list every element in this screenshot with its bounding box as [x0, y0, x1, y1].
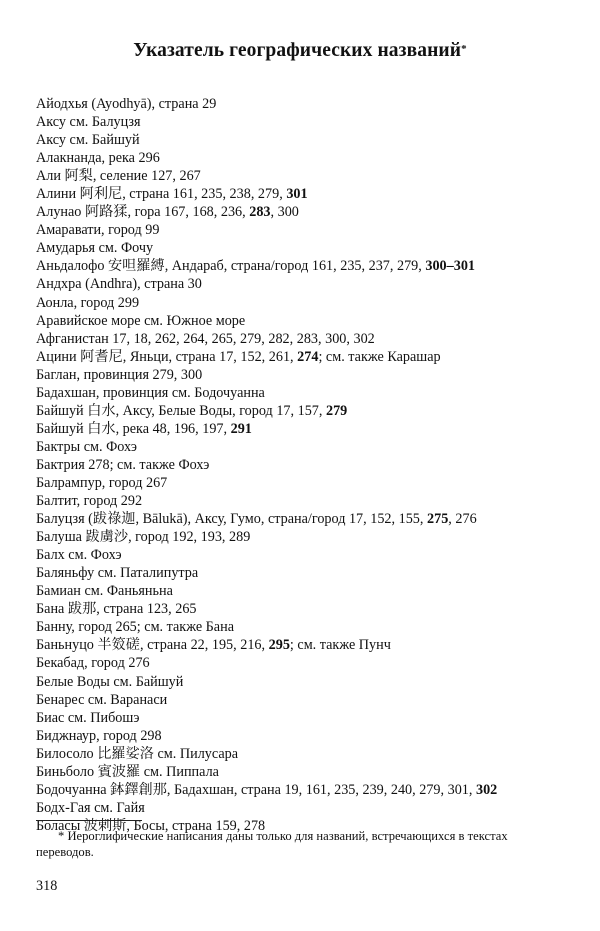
index-entry — [36, 492, 576, 510]
index-entry-bold-page: 279 — [325, 402, 348, 419]
index-entry-bold-page: 302 — [475, 781, 498, 798]
index-entry-text: Биас см. Пибошэ — [36, 709, 140, 726]
index-entry-bold-page: 291 — [230, 420, 252, 437]
index-entry-text: Боласы 波剌斯, Босы, страна 159, 278 — [36, 817, 266, 834]
index-entry — [36, 745, 576, 763]
index-entry-text: Биньболо 賓波羅 см. Пиппала — [36, 763, 219, 780]
index-entry-text: Аравийское море см. Южное море — [36, 312, 246, 329]
index-entry-bold-page: 283 — [249, 204, 271, 221]
footnote-divider — [36, 820, 142, 821]
index-entry-text: Балуша 跋虜沙, город 192, 193, 289 — [36, 529, 251, 546]
index-entry-text: Аньдалофо 安呾羅縛, Андараб, страна/город 161, 235, 237, 279, — [36, 258, 426, 275]
index-entry-text: Амаравати, город 99 — [36, 222, 160, 239]
index-entry-text: Алакнанда, река 296 — [36, 150, 160, 167]
index-entry — [36, 799, 576, 817]
index-entry-text: Бодх-Гая см. Гайя — [36, 799, 145, 816]
index-entry — [36, 456, 576, 474]
index-entry-text: ; см. также Карашар — [318, 348, 441, 365]
index-entry-text: Балх см. Фохэ — [36, 547, 122, 564]
index-entry — [36, 167, 576, 185]
index-entry — [36, 510, 576, 528]
index-entry-text: Баньнуцо 半笯磋, страна 22, 195, 216, — [36, 637, 269, 654]
index-entry — [36, 691, 576, 709]
index-entry — [36, 95, 576, 113]
index-entry-text: Айодхья (Ayodhyā), страна 29 — [36, 96, 217, 112]
index-entry — [36, 438, 576, 456]
index-entry — [36, 294, 576, 312]
index-entry-text: Билосоло 比羅娑洛 см. Пилусара — [36, 745, 239, 762]
index-entry — [36, 564, 576, 582]
index-entry — [36, 185, 576, 203]
index-entry — [36, 420, 576, 438]
index-entry-text: Бамиан см. Фаньяньна — [36, 583, 173, 600]
index-entry — [36, 348, 576, 366]
index-entry-text: Афганистан 17, 18, 262, 264, 265, 279, 282, 283, 300, 302 — [36, 330, 375, 347]
index-entry-text: Баляньфу см. Паталипутра — [36, 565, 199, 582]
index-entry-text: Али 阿梨, селение 127, 267 — [36, 168, 201, 185]
index-entry — [36, 131, 576, 149]
index-entry-text: Бекабад, город 276 — [36, 655, 150, 672]
footnote-text: * Иероглифические написания даны только для названий, встречающихся в текстах переводов. — [36, 829, 508, 859]
index-entry-text: Алини 阿利尼, страна 161, 235, 238, 279, — [36, 186, 287, 203]
index-entry — [36, 366, 576, 384]
index-entry — [36, 546, 576, 564]
index-entry-text: Байшуй 白水, Аксу, Белые Воды, город 17, 157, — [36, 402, 326, 419]
page-title — [0, 40, 600, 62]
index-entries-list — [36, 95, 576, 835]
index-entry-text: ; см. также Пунч — [289, 637, 391, 654]
index-entry-bold-page: 295 — [268, 637, 290, 654]
index-entry — [36, 654, 576, 672]
index-entry — [36, 402, 576, 420]
index-entry-text: Биджнаур, город 298 — [36, 727, 162, 744]
page-title-text: Указатель географических названий — [133, 40, 462, 62]
index-entry — [36, 618, 576, 636]
index-entry-text: Белые Воды см. Байшуй — [36, 673, 184, 690]
index-entry-text: Аонла, город 299 — [36, 294, 140, 311]
index-entry-text: Ацини 阿耆尼, Яньци, страна 17, 152, 261, — [36, 348, 298, 365]
index-entry — [36, 528, 576, 546]
index-entry-text: Бактры см. Фохэ — [36, 438, 138, 455]
index-entry-text: Алунао 阿路猱, гора 167, 168, 236, — [36, 204, 250, 221]
index-entry — [36, 474, 576, 492]
index-entry-text: Бана 跋那, страна 123, 265 — [36, 601, 197, 618]
index-entry — [36, 384, 576, 402]
index-entry — [36, 709, 576, 727]
index-entry-text: Андхра (Andhra), страна 30 — [36, 276, 202, 293]
index-entry — [36, 330, 576, 348]
index-entry-text: , 300 — [270, 204, 299, 221]
index-entry-text: Бодочуанна 鉢鐸創那, Бадахшан, страна 19, 161, 235, 239, 240, 279, 301, — [36, 781, 476, 798]
page-number: 318 — [36, 878, 58, 894]
index-entry — [36, 275, 576, 293]
index-entry-text: Баглан, провинция 279, 300 — [36, 366, 203, 383]
index-entry-text: Балрампур, город 267 — [36, 474, 168, 491]
index-entry — [36, 582, 576, 600]
index-entry-text: Бактрия 278; см. также Фохэ — [36, 456, 210, 473]
index-entry-text: Аксу см. Балуцзя — [36, 114, 141, 131]
index-entry — [36, 113, 576, 131]
index-entry — [36, 149, 576, 167]
index-entry — [36, 600, 576, 618]
index-entry — [36, 257, 576, 275]
index-entry-bold-page: 275 — [427, 511, 449, 528]
index-entry-text: Амударья см. Фочу — [36, 240, 154, 257]
footnote-marker: * — [461, 43, 467, 56]
index-entry-text: Банну, город 265; см. также Бана — [36, 619, 234, 636]
index-entry — [36, 781, 576, 799]
index-entry-text: Бадахшан, провинция см. Бодочуанна — [36, 384, 265, 401]
index-entry — [36, 221, 576, 239]
index-entry — [36, 636, 576, 654]
index-entry-text: Балуцзя (跋祿迦, Bālukā), Аксу, Гумо, страна/город 17, 152, 155, — [36, 511, 427, 528]
index-entry — [36, 312, 576, 330]
index-entry — [36, 203, 576, 221]
index-entry-bold-page: 300–301 — [425, 258, 476, 275]
index-entry — [36, 673, 576, 691]
index-entry-text: Аксу см. Байшуй — [36, 132, 140, 149]
index-entry — [36, 727, 576, 745]
index-entry-text: , 276 — [448, 511, 477, 528]
index-entry — [36, 763, 576, 781]
index-entry-text: Балтит, город 292 — [36, 493, 143, 510]
index-entry-text: Байшуй 白水, река 48, 196, 197, — [36, 420, 231, 437]
index-entry-bold-page: 274 — [297, 348, 319, 365]
index-entry-text: Бенарес см. Варанаси — [36, 691, 168, 708]
index-entry — [36, 239, 576, 257]
index-entry-bold-page: 301 — [286, 186, 308, 203]
